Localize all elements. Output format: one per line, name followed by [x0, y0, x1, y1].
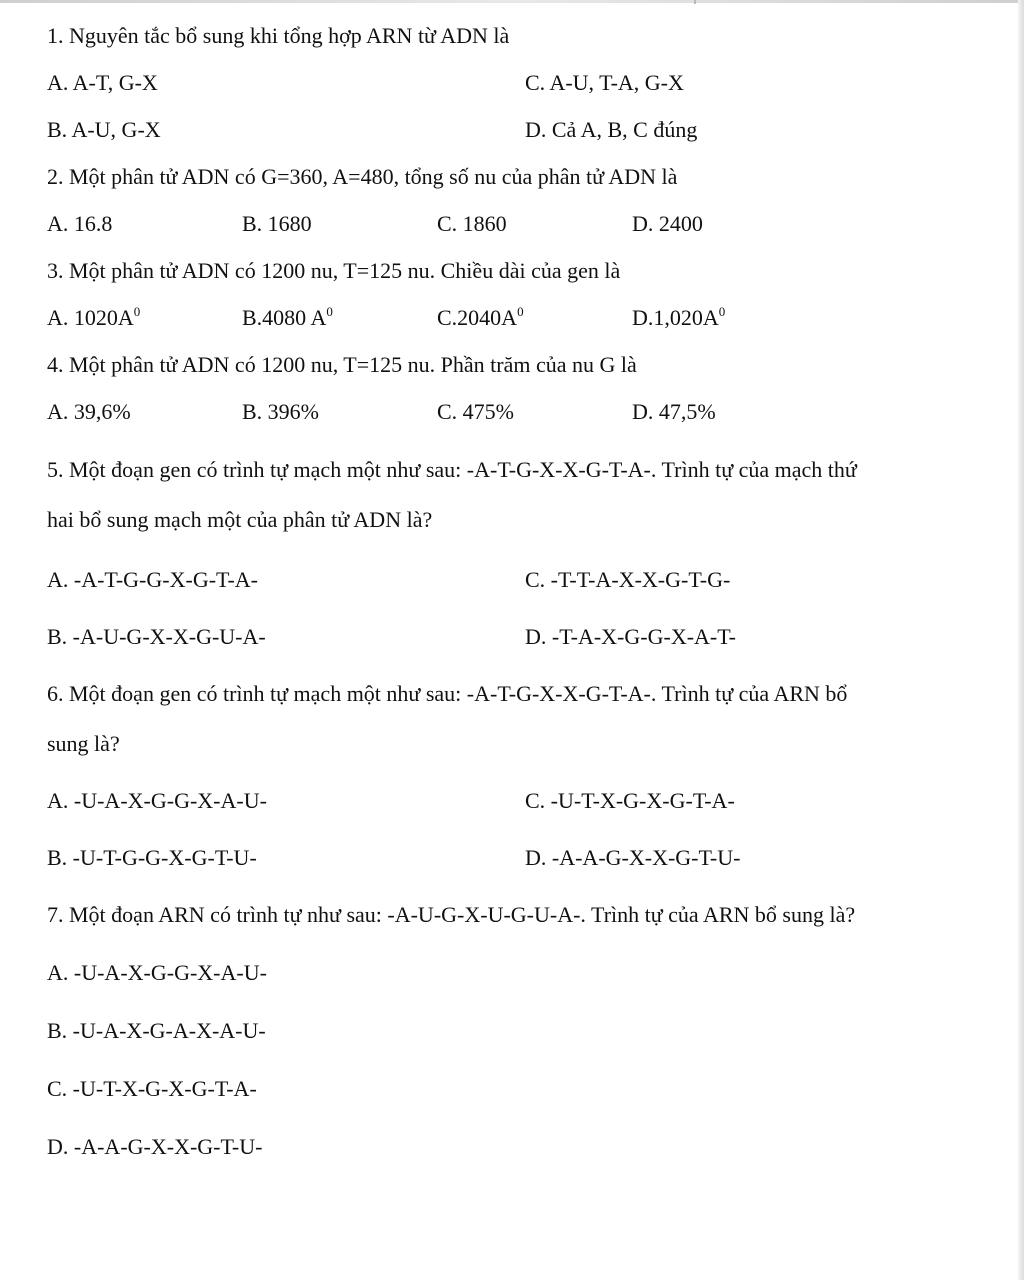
option-5a: A. -A-T-G-G-X-G-T-A-	[47, 567, 258, 592]
option-6d: D. -A-A-G-X-X-G-T-U-	[525, 845, 741, 870]
option-5c: C. -T-T-A-X-X-G-T-G-	[525, 567, 731, 592]
option-6a: A. -U-A-X-G-G-X-A-U-	[47, 788, 267, 813]
option-7b: B. -U-A-X-G-A-X-A-U-	[47, 1018, 266, 1043]
option-7d: D. -A-A-G-X-X-G-T-U-	[47, 1134, 263, 1159]
question-2-options	[47, 208, 1002, 240]
option-6b: B. -U-T-G-G-X-G-T-U-	[47, 845, 257, 870]
superscript-zero: 0	[517, 304, 524, 319]
option-3d: $D.1,020A^0$	[632, 304, 726, 330]
option-1d: D. Cả A, B, C đúng	[525, 117, 698, 142]
option-4a: A. 39,6%	[47, 399, 131, 424]
question-1-options-row-1	[47, 67, 1002, 99]
question-1-options-row-2	[47, 114, 1002, 146]
question-6-line-2: sung là?	[47, 731, 120, 756]
question-4-options	[47, 396, 1002, 428]
option-4d: D. 47,5%	[632, 399, 716, 424]
question-7-options	[47, 957, 1002, 1163]
quiz-content	[47, 18, 1002, 1163]
question-6-line-1: 6. Một đoạn gen có trình tự mạch một như sau: -A-T-G-X-X-G-T-A-. Trình tự của ARN bổ	[47, 681, 848, 706]
question-5-line-1: 5. Một đoạn gen có trình tự mạch một như sau: -A-T-G-X-X-G-T-A-. Trình tự của mạch thứ	[47, 457, 857, 482]
option-7c: C. -U-T-X-G-X-G-T-A-	[47, 1076, 257, 1101]
option-4b: B. 396%	[242, 399, 319, 424]
page-right-shadow	[1018, 0, 1024, 1280]
option-2b: B. 1680	[242, 211, 312, 236]
option-5b: B. -A-U-G-X-X-G-U-A-	[47, 624, 266, 649]
question-3-text: 3. Một phân tử ADN có 1200 nu, T=125 nu. Chiều dài của gen là	[47, 258, 621, 283]
option-7a: A. -U-A-X-G-G-X-A-U-	[47, 960, 267, 985]
ruler-tick	[694, 0, 696, 4]
question-1-text: 1. Nguyên tắc bổ sung khi tổng hợp ARN từ ADN là	[47, 23, 510, 48]
top-edge-line	[0, 0, 1024, 3]
option-5d: D. -T-A-X-G-G-X-A-T-	[525, 624, 736, 649]
question-5-line-2: hai bổ sung mạch một của phân tử ADN là?	[47, 507, 433, 532]
question-6-options-row-2	[47, 842, 1002, 874]
superscript-zero: 0	[718, 304, 726, 319]
question-4-text: 4. Một phân tử ADN có 1200 nu, T=125 nu. Phần trăm của nu G là	[47, 352, 637, 377]
option-1a: A. A-T, G-X	[47, 70, 158, 95]
superscript-zero: 0	[326, 304, 333, 319]
option-2d: D. 2400	[632, 211, 703, 236]
option-4c: C. 475%	[437, 399, 514, 424]
option-2a: A. 16.8	[47, 211, 113, 236]
option-1c: C. A-U, T-A, G-X	[525, 70, 684, 95]
option-2c: C. 1860	[437, 211, 507, 236]
question-7-text: 7. Một đoạn ARN có trình tự như sau: -A-U-G-X-U-G-U-A-. Trình tự của ARN bổ sung là?	[47, 902, 856, 927]
option-6c: C. -U-T-X-G-X-G-T-A-	[525, 788, 735, 813]
question-3-options	[47, 302, 1002, 334]
option-3b: B.4080 $A^0$	[242, 304, 333, 330]
question-2-text: 2. Một phân tử ADN có G=360, A=480, tổng số nu của phân tử ADN là	[47, 164, 678, 189]
question-6-options-row-1	[47, 785, 1002, 817]
option-3a: A. $1020A^0$	[47, 304, 141, 330]
option-3c: $C.2040A^0$	[437, 304, 524, 330]
option-1b: B. A-U, G-X	[47, 117, 161, 142]
question-5-options-row-1	[47, 564, 1002, 596]
superscript-zero: 0	[133, 304, 141, 319]
question-5-options-row-2	[47, 621, 1002, 653]
